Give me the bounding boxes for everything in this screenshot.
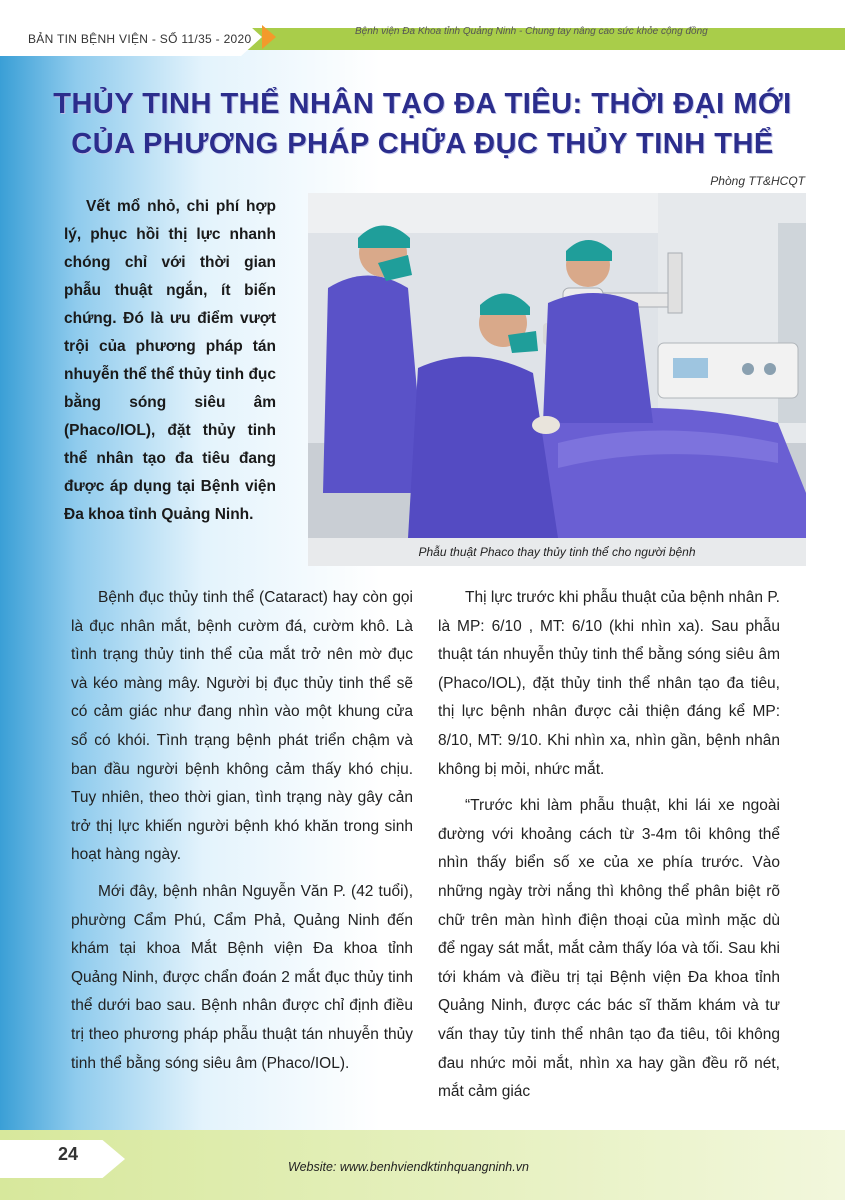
header-arrow-icon bbox=[262, 25, 276, 49]
title-line-1: THỦY TINH THỂ NHÂN TẠO ĐA TIÊU: THỜI ĐẠI MỚI bbox=[53, 88, 792, 120]
page-number: 24 bbox=[58, 1144, 79, 1164]
body-paragraph: Mới đây, bệnh nhân Nguyễn Văn P. (42 tuổi), phường Cẩm Phú, Cẩm Phả, Quảng Ninh đến khám tại khoa Mắt Bệnh viện Đa khoa tỉnh Quảng Ninh, được chẩn đoán 2 mắt đục thủy tinh thể dưới bao sau. Bệnh nhân được chỉ định điều trị theo phương pháp phẫu thuật tán nhuyễn thủy tinh thể bằng sóng siêu âm (Phaco/IOL). bbox=[71, 882, 413, 1072]
footer-website: Website: www.benhviendktinhquangninh.vn bbox=[288, 1160, 529, 1174]
body-column-left bbox=[71, 584, 413, 1086]
photo-caption: Phẫu thuật Phaco thay thủy tinh thể cho người bệnh bbox=[308, 538, 806, 566]
surgery-photo bbox=[308, 193, 806, 538]
title-line-2: CỦA PHƯƠNG PHÁP CHỮA ĐỤC THỦY TINH THỂ bbox=[71, 128, 774, 160]
body-paragraph: Thị lực trước khi phẫu thuật của bệnh nhân P. là MP: 6/10 , MT: 6/10 (khi nhìn xa). Sau phẫu thuật tán nhuyễn thủy tinh thể bằng sóng siêu âm (Phaco/IOL), đặt thủy tinh thể nhân tạo đa tiêu, thị lực bệnh nhân được cải thiện đáng kể MP: 8/10, MT: 9/10. Khi nhìn xa, nhìn gần, bệnh nhân không bị mỏi, nhức mắt. bbox=[438, 589, 780, 778]
issue-label: BẢN TIN BỆNH VIỆN - SỐ 11/35 - 2020 bbox=[28, 32, 252, 46]
article-author: Phòng TT&HCQT bbox=[710, 174, 805, 188]
article-title bbox=[30, 84, 815, 164]
header-tagline: Bệnh viện Đa Khoa tỉnh Quảng Ninh - Chung tay nâng cao sức khỏe cộng đồng bbox=[355, 26, 708, 37]
body-column-right bbox=[438, 584, 780, 1115]
article-lead: Vết mổ nhỏ, chi phí hợp lý, phục hồi thị lực nhanh chóng chỉ với thời gian phẫu thuật ngắn, ít biến chứng. Đó là ưu điểm vượt trội của phương pháp tán nhuyễn thể thể thủy tinh đục bằng sóng siêu âm (Phaco/IOL), đặt thủy tinh thể nhân tạo đa tiêu đang được áp dụng tại Bệnh viện Đa khoa tỉnh Quảng Ninh. bbox=[64, 198, 276, 523]
surgery-photo-illustration bbox=[308, 193, 806, 538]
body-paragraph: Bệnh đục thủy tinh thể (Cataract) hay còn gọi là đục nhân mắt, bệnh cườm đá, cườm khô. Là tình trạng thủy tinh thể của mắt trở nên mờ đục và kéo màng mây. Người bị đục thủy tinh thể sẽ có cảm giác như đang nhìn vào một khung cửa sổ có khói. Tình trạng bệnh phát triển chậm và ban đầu người bệnh không cảm thấy khó chịu. Tuy nhiên, theo thời gian, tình trạng này gây cản trở thị lực khiến người bệnh khó khăn trong sinh hoạt hàng ngày. bbox=[71, 589, 413, 864]
body-paragraph: “Trước khi làm phẫu thuật, khi lái xe ngoài đường với khoảng cách từ 3-4m tôi không thể nhìn thấy biển số xe của xe phía trước. Vào những ngày trời nắng thì không thể phân biệt rõ chữ trên màn hình điện thoại của mình mặc dù để ngay sát mắt, mắt cảm thấy lóa và tối. Sau khi tới khám và điều trị tại Bệnh viện Đa khoa tỉnh Quảng Ninh, được các bác sĩ thăm khám và tư vấn thay tủy tinh thể nhân tạo đa tiêu, tôi không đau nhức mỏi mắt, nhìn xa hay gần đều rõ nét, mắt cảm giác bbox=[438, 797, 780, 1101]
